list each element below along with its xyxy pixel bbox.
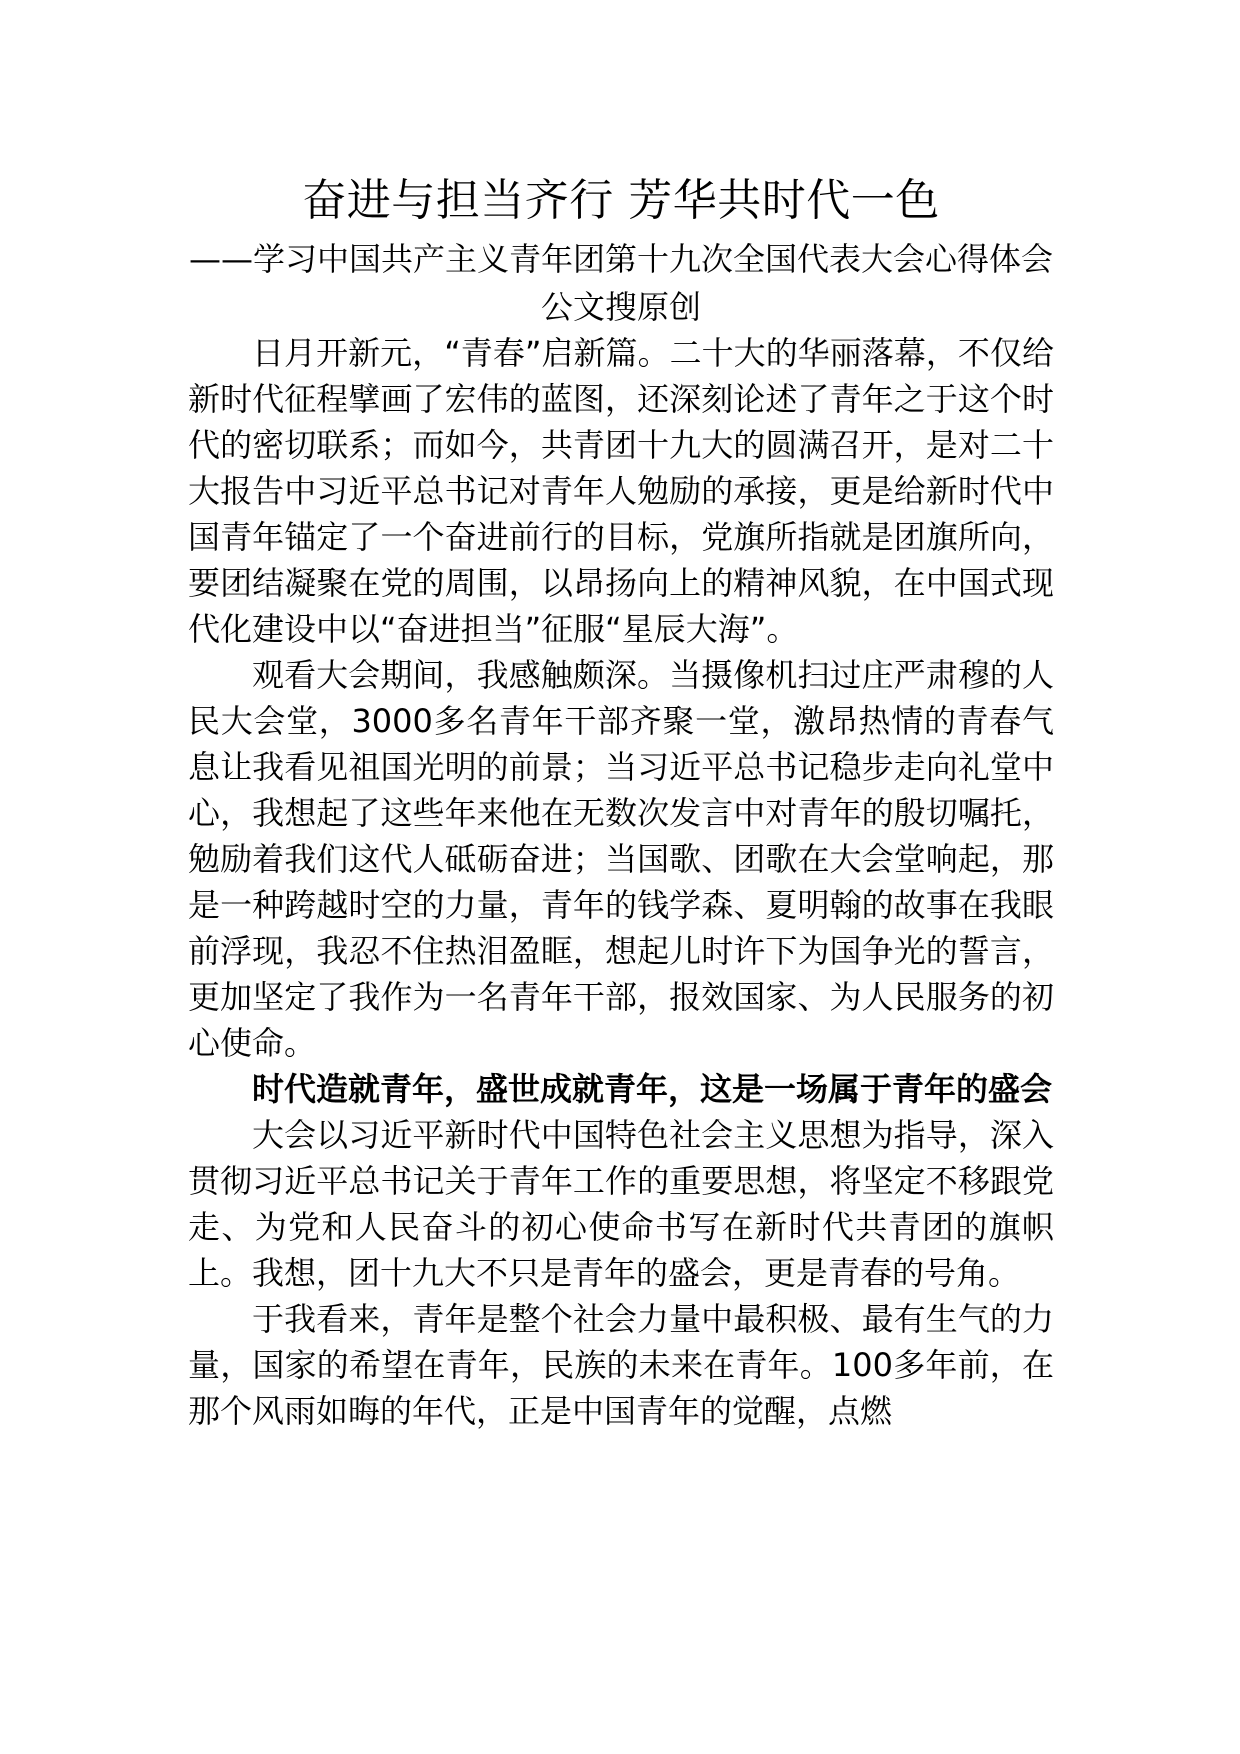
document-byline: 公文搜原创 bbox=[540, 288, 701, 326]
section-paragraph-2: 于我看来，青年是整个社会力量中最积极、最有生气的力量，国家的希望在青年，民族的未来在青年。100多年前，在那个风雨如晦的年代，正是中国青年的觉醒，点燃 bbox=[188, 1300, 1054, 1430]
document-title: 奋进与担当齐行 芳华共时代一色 bbox=[302, 175, 940, 226]
body-paragraph-1: 日月开新元，“青春”启新篇。二十大的华丽落幕，不仅给新时代征程擘画了宏伟的蓝图，还深刻论述了青年之于这个时代的密切联系；而如今，共青团十九大的圆满召开，是对二十大报告中习近平总书记对青年人勉励的承接，更是给新时代中国青年锚定了一个奋进前行的目标，党旗所指就是团旗所向，要团结凝聚在党的周围，以昂扬向上的精神风貌，在中国式现代化建设中以“奋进担当”征服“星辰大海”。 bbox=[188, 334, 1054, 648]
section-paragraph-1: 大会以习近平新时代中国特色社会主义思想为指导，深入贯彻习近平总书记关于青年工作的重要思想，将坚定不移跟党走、为党和人民奋斗的初心使命书写在新时代共青团的旗帜上。我想，团十九大不只是青年的盛会，更是青春的号角。 bbox=[188, 1116, 1054, 1292]
body-paragraph-2: 观看大会期间，我感触颇深。当摄像机扫过庄严肃穆的人民大会堂，3000多名青年干部齐聚一堂，激昂热情的青春气息让我看见祖国光明的前景；当习近平总书记稳步走向礼堂中心，我想起了这些年来他在无数次发言中对青年的殷切嘱托，勉励着我们这代人砥砺奋进；当国歌、团歌在大会堂响起，那是一种跨越时空的力量，青年的钱学森、夏明翰的故事在我眼前浮现，我忍不住热泪盈眶，想起儿时许下为国争光的誓言，更加坚定了我作为一名青年干部，报效国家、为人民服务的初心使命。 bbox=[188, 656, 1054, 1062]
document-body bbox=[188, 168, 1054, 1434]
document-subtitle: ——学习中国共产主义青年团第十九次全国代表大会心得体会 bbox=[188, 240, 1053, 278]
section-heading: 时代造就青年，盛世成就青年，这是一场属于青年的盛会 bbox=[252, 1070, 1053, 1108]
